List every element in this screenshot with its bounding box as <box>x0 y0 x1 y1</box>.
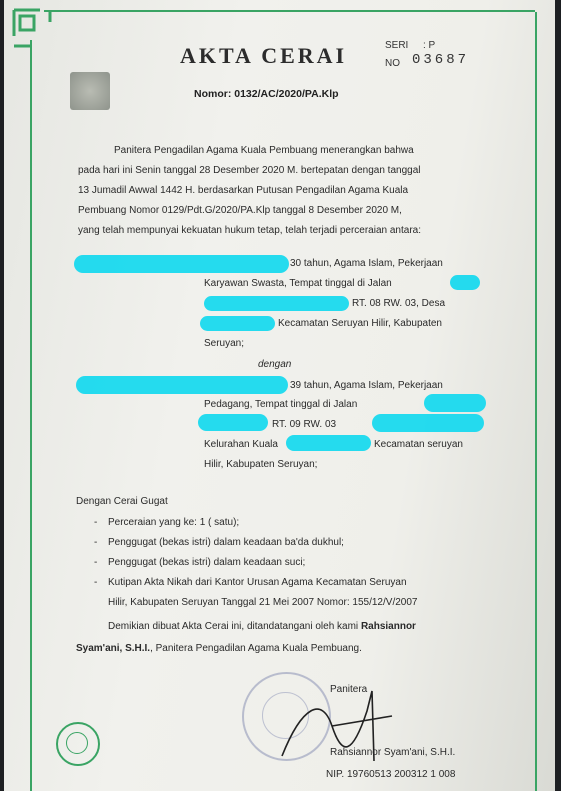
document-number: Nomor: 0132/AC/2020/PA.Klp <box>194 88 339 100</box>
border-top <box>44 10 535 12</box>
intro-line: pada hari ini Senin tanggal 28 Desember 2020 M. bertepatan dengan tanggal <box>78 165 421 176</box>
serial-number: 03687 <box>412 52 470 68</box>
party2-line: Pedagang, Tempat tinggal di Jalan <box>204 399 358 410</box>
closing-line <box>76 643 362 654</box>
party1-line: RT. 08 RW. 03, Desa <box>352 298 446 309</box>
redaction-mark <box>198 414 268 431</box>
closing-name-part: Syam'ani, S.H.I. <box>76 643 151 654</box>
party1-line: 30 tahun, Agama Islam, Pekerjaan <box>290 258 443 269</box>
redaction-mark <box>204 296 349 311</box>
gugat-item: Penggugat (bekas istri) dalam keadaan ba'da dukhul; <box>108 537 344 548</box>
redaction-mark <box>372 414 484 432</box>
border-left <box>30 40 32 791</box>
bullet: - <box>94 557 98 568</box>
document-title: AKTA CERAI <box>180 43 348 68</box>
signatory-nip: NIP. 19760513 200312 1 008 <box>326 769 456 780</box>
court-emblem-inner <box>66 732 88 754</box>
gugat-item: Penggugat (bekas istri) dalam keadaan suci; <box>108 557 306 568</box>
party2-line: Hilir, Kabupaten Seruyan; <box>204 459 318 470</box>
signatory-role: Panitera <box>330 684 368 695</box>
party2-line: 39 tahun, Agama Islam, Pekerjaan <box>290 380 443 391</box>
intro-line: Panitera Pengadilan Agama Kuala Pembuang menerangkan bahwa <box>114 145 414 156</box>
seri-label: SERI <box>385 40 409 51</box>
redaction-mark <box>74 255 289 273</box>
redaction-mark <box>424 394 486 412</box>
gugat-item: Kutipan Akta Nikah dari Kantor Urusan Agama Kecamatan Seruyan <box>108 577 407 588</box>
closing-text: Demikian dibuat Akta Cerai ini, ditandatangani oleh kami <box>108 621 361 632</box>
dengan-label: dengan <box>258 359 292 370</box>
bullet: - <box>94 537 98 548</box>
border-right <box>535 12 537 791</box>
signatory-name: Rahsiannor Syam'ani, S.H.I. <box>330 747 456 758</box>
party1-line: Karyawan Swasta, Tempat tinggal di Jalan <box>204 278 392 289</box>
redaction-mark <box>286 435 371 451</box>
corner-ornament-icon <box>10 6 58 54</box>
intro-line: 13 Jumadil Awwal 1442 H. berdasarkan Putusan Pengadilan Agama Kuala <box>78 185 409 196</box>
redaction-mark <box>450 275 480 290</box>
party2-line: RT. 09 RW. 03 <box>272 419 337 430</box>
intro-line: yang telah mempunyai kekuatan hukum tetap, telah terjadi perceraian antara: <box>78 225 421 236</box>
bullet: - <box>94 577 98 588</box>
party2-line: Kecamatan seruyan <box>374 439 463 450</box>
redaction-mark <box>76 376 288 394</box>
gugat-item: Perceraian yang ke: 1 ( satu); <box>108 517 240 528</box>
party1-line: Seruyan; <box>204 338 245 349</box>
redaction-mark <box>200 316 275 331</box>
number-label: NO <box>385 58 400 69</box>
closing-line <box>108 621 416 632</box>
gugat-heading: Dengan Cerai Gugat <box>76 496 168 507</box>
intro-line: Pembuang Nomor 0129/Pdt.G/2020/PA.Klp tanggal 8 Desember 2020 M, <box>78 205 402 216</box>
party2-line: Kelurahan Kuala <box>204 439 278 450</box>
hologram-seal <box>70 72 110 110</box>
party1-line: Kecamatan Seruyan Hilir, Kabupaten <box>278 318 442 329</box>
closing-text: , Panitera Pengadilan Agama Kuala Pembuang. <box>150 643 362 654</box>
seri-value: : P <box>423 40 436 51</box>
closing-name-part: Rahsiannor <box>360 621 416 632</box>
gugat-item-continued: Hilir, Kabupaten Seruyan Tanggal 21 Mei 2007 Nomor: 155/12/V/2007 <box>108 597 418 608</box>
bullet: - <box>94 517 98 528</box>
certificate-paper <box>4 0 555 791</box>
